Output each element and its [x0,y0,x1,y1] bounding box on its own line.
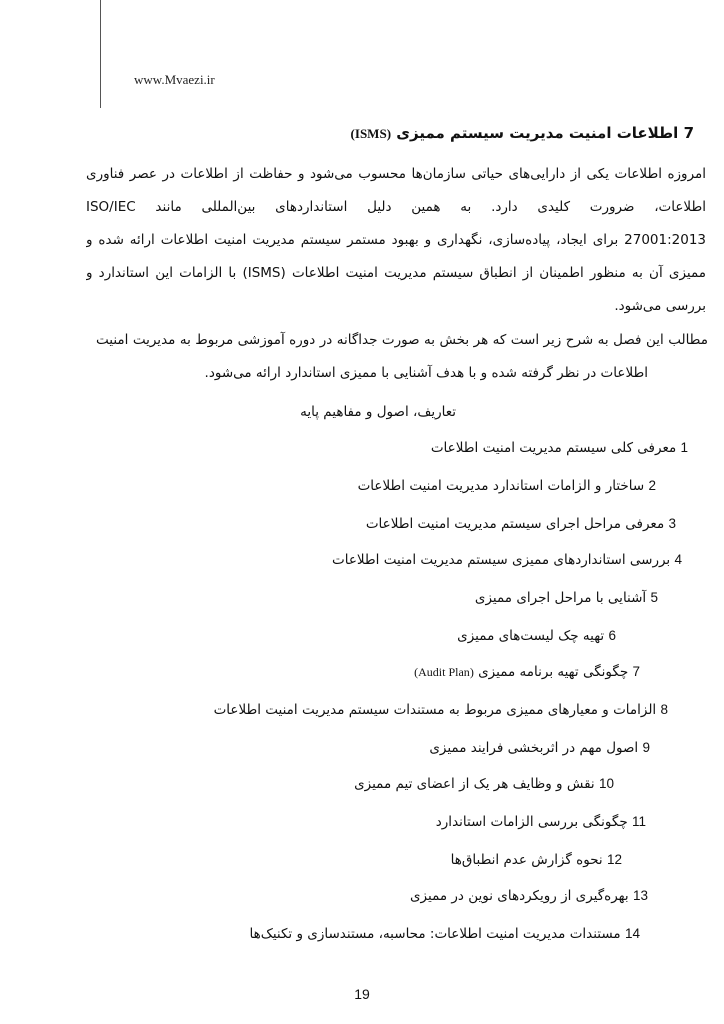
toc-item-text: نحوه گزارش عدم انطباق‌ها [450,852,603,868]
toc-item-text: مستندات مدیریت امنیت اطلاعات: محاسبه، مستندسازی و تکنیک‌ها [249,926,621,942]
toc-item [358,476,656,496]
toc-item-number: 3 [668,516,676,531]
toc-item-text: الزامات و معیارهای ممیزی مربوط به مستندات سیستم مدیریت امنیت اطلاعات [213,702,657,718]
toc-item-text: تعاریف، اصول و مفاهیم پایه [300,404,456,420]
toc-item-number: 12 [606,852,622,867]
page-number: 19 [354,986,370,1002]
intro-line: ممیزی آن به منظور اطمینان از انطباق سیستم مدیریت امنیت اطلاعات (ISMS) با الزامات این استاندارد و [86,265,706,281]
margin-rule [100,0,101,108]
toc-item-number: 11 [631,814,646,829]
toc-item-number: 6 [608,628,616,643]
title-number: 7 [683,124,694,142]
toc-item [431,438,688,458]
section-title [351,124,694,142]
toc-item-number: 9 [642,740,650,755]
intro-line: اطلاعات، ضرورت کلیدی دارد. به همین دلیل استانداردهای بین‌المللی مانند ISO/IEC [86,199,706,215]
toc-item [300,402,456,422]
toc-item-text: بررسی استانداردهای ممیزی سیستم مدیریت امنیت اطلاعات [332,552,671,568]
section-intro [96,324,708,390]
title-abbr: (ISMS) [350,126,392,141]
toc-item [354,774,614,794]
website-url: www.Mvaezi.ir [134,72,215,87]
intro-line: امروزه اطلاعات یکی از دارایی‌های حیاتی سازمان‌ها محسوب می‌شود و حفاظت از اطلاعات در عصر فناوری [86,166,706,182]
toc-item-number: 13 [632,888,648,903]
toc-item-text: آشنایی با مراحل اجرای ممیزی [474,590,647,606]
toc-item-number: 7 [632,664,640,679]
toc-item-text: نقش و وظایف هر یک از اعضای تیم ممیزی [354,776,595,792]
toc-item-note: (Audit Plan) [414,665,474,679]
toc-item-text: ساختار و الزامات استاندارد مدیریت امنیت اطلاعات [357,478,645,494]
toc-item [250,924,641,944]
section-intro-line: اطلاعات در نظر گرفته شده و با هدف آشنایی با ممیزی استاندارد ارائه می‌شود. [204,365,648,381]
toc-item-number: 8 [660,702,668,717]
toc-item [332,550,682,570]
intro-paragraph [86,158,706,323]
toc-item-number: 10 [598,776,614,791]
toc-item-text: چگونگی تهیه برنامه ممیزی [478,664,629,680]
toc-item [436,812,646,832]
toc-item [475,588,658,608]
toc-item-text: معرفی مراحل اجرای سیستم مدیریت امنیت اطلاعات [365,516,665,532]
title-text: اطلاعات امنیت مدیریت سیستم ممیزی [396,124,679,142]
toc-item-number: 1 [680,440,688,455]
toc-item [214,700,668,720]
toc-item [457,626,616,646]
toc-item-text: چگونگی بررسی الزامات استاندارد [435,814,628,830]
intro-line: 27001:2013 برای ایجاد، پیاده‌سازی، نگهداری و بهبود مستمر سیستم مدیریت امنیت اطلاعات ارائه شده و [86,232,706,248]
toc-item-number: 2 [648,478,656,493]
intro-line: بررسی می‌شود. [614,298,706,314]
toc-item-number: 14 [624,926,640,941]
toc-item [414,662,640,682]
toc-item [410,886,648,906]
toc-item-text: تهیه چک لیست‌های ممیزی [457,628,605,644]
toc-item [429,738,650,758]
toc-item [451,850,622,870]
toc-item [366,514,676,534]
toc-item-text: بهره‌گیری از رویکردهای نوین در ممیزی [409,888,629,904]
toc-item-text: اصول مهم در اثربخشی فرایند ممیزی [429,740,639,756]
toc-item-number: 4 [674,552,682,567]
section-intro-line: مطالب این فصل به شرح زیر است که هر بخش به صورت جداگانه در دوره آموزشی مربوط به مدیریت امنیت [96,332,708,348]
toc-item-number: 5 [650,590,658,605]
toc-item-text: معرفی کلی سیستم مدیریت امنیت اطلاعات [430,440,677,456]
